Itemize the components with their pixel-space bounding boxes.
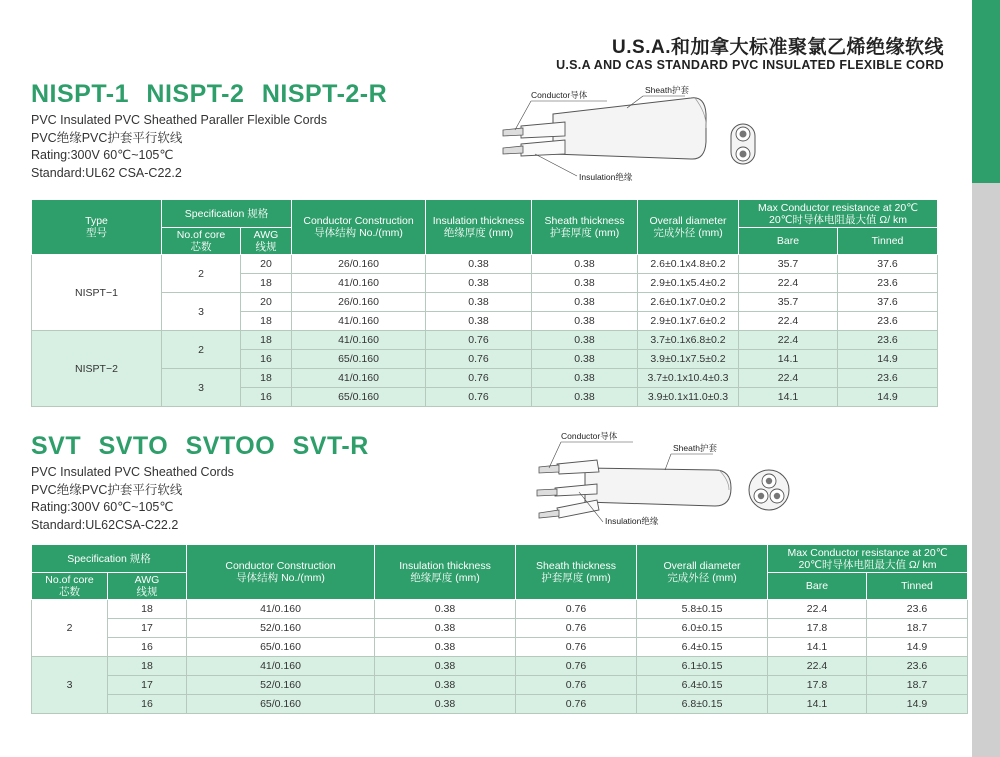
col-spec-header: Specification 规格 bbox=[32, 545, 187, 573]
col-resistance-header bbox=[768, 545, 968, 573]
section2-desc-cn: PVC绝缘PVC护套平行软线 bbox=[31, 482, 183, 497]
table-cell: 0.76 bbox=[516, 657, 637, 676]
table-cell: 23.6 bbox=[838, 369, 938, 388]
col-conductor-header bbox=[187, 545, 375, 600]
table-cell: 22.4 bbox=[739, 312, 838, 331]
col-awg-label: AWG bbox=[134, 574, 160, 586]
section2-label-sheath: Sheath护套 bbox=[673, 443, 717, 453]
table-cell: 16 bbox=[241, 350, 292, 369]
table-row bbox=[32, 657, 968, 676]
table-cell: 18.7 bbox=[867, 676, 968, 695]
col-bare-header: Bare bbox=[768, 573, 867, 600]
core-count-cell: 3 bbox=[32, 657, 108, 714]
table-cell: 23.6 bbox=[867, 657, 968, 676]
col-type-header bbox=[32, 200, 162, 255]
col-diameter-label: Overall diameter bbox=[649, 215, 727, 227]
col-resistance-label-cn: 20℃时导体电阻最大值 Ω/ km bbox=[798, 558, 937, 571]
table-cell: 35.7 bbox=[739, 293, 838, 312]
section1-desc-cn: PVC绝缘PVC护套平行软线 bbox=[31, 130, 183, 145]
col-insulation-label: Insulation thickness bbox=[399, 560, 491, 572]
table-cell: 14.9 bbox=[838, 388, 938, 407]
core-count-cell: 3 bbox=[162, 293, 241, 331]
section2-title: SVT SVTO SVTOO SVT-R bbox=[31, 432, 369, 460]
col-sheath-label: Sheath thickness bbox=[544, 215, 625, 227]
table-cell: 20 bbox=[241, 255, 292, 274]
table-cell: 35.7 bbox=[739, 255, 838, 274]
table-cell: 23.6 bbox=[838, 312, 938, 331]
table-cell: 18 bbox=[241, 312, 292, 331]
table-cell: 22.4 bbox=[739, 369, 838, 388]
table-cell: 6.1±0.15 bbox=[637, 657, 768, 676]
table-cell: 17 bbox=[108, 619, 187, 638]
table-cell: 0.38 bbox=[532, 293, 638, 312]
col-insulation-label: Insulation thickness bbox=[432, 215, 525, 227]
section1-cable-diagram bbox=[495, 84, 785, 184]
section1-standard: Standard:UL62 CSA-C22.2 bbox=[31, 165, 182, 180]
table-cell: 0.76 bbox=[426, 388, 532, 407]
section1-title: NISPT-1 NISPT-2 NISPT-2-R bbox=[31, 80, 388, 108]
table-cell: 5.8±0.15 bbox=[637, 600, 768, 619]
table-cell: 22.4 bbox=[768, 657, 867, 676]
table-cell: 23.6 bbox=[838, 274, 938, 293]
table-cell: 2.6±0.1x4.8±0.2 bbox=[638, 255, 739, 274]
table-cell: 0.38 bbox=[532, 312, 638, 331]
table-cell: 20 bbox=[241, 293, 292, 312]
table-cell: 0.76 bbox=[516, 600, 637, 619]
table-cell: 14.1 bbox=[768, 638, 867, 657]
table-cell: 18 bbox=[108, 600, 187, 619]
section1-spec-table bbox=[31, 199, 938, 407]
section2-info bbox=[31, 464, 234, 534]
type-cell: NISPT−2 bbox=[32, 331, 162, 407]
table-cell: 52/0.160 bbox=[187, 676, 375, 695]
section2-desc-en: PVC Insulated PVC Sheathed Cords bbox=[31, 465, 234, 479]
table-cell: 26/0.160 bbox=[292, 255, 426, 274]
table-cell: 16 bbox=[108, 695, 187, 714]
core-count-cell: 3 bbox=[162, 369, 241, 407]
type-cell: NISPT−1 bbox=[32, 255, 162, 331]
table-cell: 18 bbox=[241, 274, 292, 293]
section2-label-insulation: Insulation绝缘 bbox=[605, 516, 659, 526]
table-row bbox=[32, 619, 968, 638]
table-cell: 0.76 bbox=[516, 676, 637, 695]
col-resistance-label-cn: 20℃时导体电阻最大值 Ω/ km bbox=[768, 213, 908, 226]
table-cell: 0.38 bbox=[375, 619, 516, 638]
col-awg-header bbox=[241, 228, 292, 255]
table-cell: 16 bbox=[241, 388, 292, 407]
col-conductor-header bbox=[292, 200, 426, 255]
col-awg-label-cn: 线规 bbox=[255, 241, 277, 253]
section1-desc-en: PVC Insulated PVC Sheathed Paraller Flexible Cords bbox=[31, 113, 327, 127]
col-type-label: Type bbox=[85, 215, 108, 227]
table-cell: 17 bbox=[108, 676, 187, 695]
section1-info bbox=[31, 112, 327, 182]
table-cell: 14.1 bbox=[739, 388, 838, 407]
section1-label-conductor: Conductor导体 bbox=[531, 90, 588, 100]
table-row bbox=[32, 676, 968, 695]
table-cell: 18 bbox=[108, 657, 187, 676]
table-cell: 14.9 bbox=[838, 350, 938, 369]
table-cell: 0.38 bbox=[532, 255, 638, 274]
col-cores-label-cn: 芯数 bbox=[190, 241, 212, 253]
table-cell: 0.38 bbox=[532, 369, 638, 388]
table-cell: 26/0.160 bbox=[292, 293, 426, 312]
col-diameter-label-cn: 完成外径 (mm) bbox=[667, 572, 737, 584]
table-cell: 65/0.160 bbox=[292, 388, 426, 407]
col-resistance-label: Max Conductor resistance at 20℃ bbox=[787, 546, 948, 559]
col-cores-label: No.of core bbox=[45, 574, 94, 586]
table-cell: 18 bbox=[241, 331, 292, 350]
col-tinned-header: Tinned bbox=[867, 573, 968, 600]
table-cell: 16 bbox=[108, 638, 187, 657]
section2-rating: Rating:300V 60℃~105℃ bbox=[31, 500, 174, 514]
table-cell: 3.9±0.1x11.0±0.3 bbox=[638, 388, 739, 407]
col-awg-header bbox=[108, 573, 187, 600]
col-conductor-label: Conductor Construction bbox=[303, 215, 414, 227]
table-cell: 37.6 bbox=[838, 293, 938, 312]
table-cell: 52/0.160 bbox=[187, 619, 375, 638]
table-cell: 17.8 bbox=[768, 619, 867, 638]
table-cell: 3.7±0.1x6.8±0.2 bbox=[638, 331, 739, 350]
table-cell: 3.7±0.1x10.4±0.3 bbox=[638, 369, 739, 388]
col-awg-label-cn: 线规 bbox=[136, 586, 158, 598]
section2-label-conductor: Conductor导体 bbox=[561, 431, 618, 441]
col-sheath-header bbox=[532, 200, 638, 255]
table-cell: 18.7 bbox=[867, 619, 968, 638]
section1-table-body bbox=[32, 255, 938, 407]
table-cell: 0.38 bbox=[375, 600, 516, 619]
col-diameter-label: Overall diameter bbox=[663, 560, 741, 572]
table-row bbox=[32, 369, 938, 388]
header-title-cn: U.S.A.和加拿大标准聚氯乙烯绝缘软线 bbox=[612, 37, 944, 58]
col-type-label-cn: 型号 bbox=[86, 227, 107, 239]
table-cell: 0.38 bbox=[532, 388, 638, 407]
table-cell: 0.76 bbox=[426, 331, 532, 350]
table-cell: 17.8 bbox=[768, 676, 867, 695]
table-cell: 41/0.160 bbox=[187, 657, 375, 676]
header-title-en: U.S.A AND CAS STANDARD PVC INSULATED FLEXIBLE CORD bbox=[556, 58, 944, 72]
table-cell: 65/0.160 bbox=[292, 350, 426, 369]
table-cell: 0.38 bbox=[426, 255, 532, 274]
table-cell: 6.0±0.15 bbox=[637, 619, 768, 638]
table-row bbox=[32, 255, 938, 274]
table-row bbox=[32, 331, 938, 350]
table-cell: 0.38 bbox=[532, 274, 638, 293]
section1-label-sheath: Sheath护套 bbox=[645, 85, 689, 95]
table-cell: 65/0.160 bbox=[187, 638, 375, 657]
col-sheath-label: Sheath thickness bbox=[536, 560, 616, 572]
col-tinned-header: Tinned bbox=[838, 228, 938, 255]
table-cell: 0.76 bbox=[516, 695, 637, 714]
table-cell: 0.38 bbox=[375, 638, 516, 657]
table-cell: 0.38 bbox=[375, 657, 516, 676]
table-cell: 0.76 bbox=[516, 619, 637, 638]
table-cell: 0.38 bbox=[532, 350, 638, 369]
table-cell: 2.9±0.1x5.4±0.2 bbox=[638, 274, 739, 293]
col-insulation-label-cn: 绝缘厚度 (mm) bbox=[410, 572, 480, 584]
col-awg-label: AWG bbox=[253, 229, 279, 241]
table-cell: 0.76 bbox=[426, 369, 532, 388]
core-count-cell: 2 bbox=[162, 255, 241, 293]
table-row bbox=[32, 695, 968, 714]
table-cell: 3.9±0.1x7.5±0.2 bbox=[638, 350, 739, 369]
table-cell: 0.38 bbox=[426, 274, 532, 293]
table-cell: 0.76 bbox=[516, 638, 637, 657]
section2-cable-diagram bbox=[525, 430, 805, 530]
table-cell: 18 bbox=[241, 369, 292, 388]
table-cell: 14.1 bbox=[739, 350, 838, 369]
col-insulation-label-cn: 绝缘厚度 (mm) bbox=[443, 227, 514, 239]
col-cores-label-cn: 芯数 bbox=[59, 586, 80, 598]
table-cell: 37.6 bbox=[838, 255, 938, 274]
table-cell: 41/0.160 bbox=[292, 331, 426, 350]
section2-spec-table bbox=[31, 544, 968, 714]
col-conductor-label-cn: 导体结构 No./(mm) bbox=[236, 572, 325, 584]
col-conductor-label-cn: 导体结构 No./(mm) bbox=[314, 227, 403, 239]
table-cell: 0.76 bbox=[426, 350, 532, 369]
col-spec-header: Specification 规格 bbox=[162, 200, 292, 228]
col-resistance-header bbox=[739, 200, 938, 228]
table-cell: 22.4 bbox=[739, 331, 838, 350]
table-cell: 41/0.160 bbox=[187, 600, 375, 619]
table-row bbox=[32, 600, 968, 619]
col-diameter-header bbox=[638, 200, 739, 255]
core-count-cell: 2 bbox=[32, 600, 108, 657]
table-cell: 2.6±0.1x7.0±0.2 bbox=[638, 293, 739, 312]
col-resistance-label: Max Conductor resistance at 20℃ bbox=[758, 201, 919, 214]
col-sheath-label-cn: 护套厚度 (mm) bbox=[549, 227, 620, 239]
section1-label-insulation: Insulation绝缘 bbox=[579, 172, 633, 182]
table-cell: 23.6 bbox=[838, 331, 938, 350]
table-cell: 22.4 bbox=[768, 600, 867, 619]
table-cell: 14.1 bbox=[768, 695, 867, 714]
core-count-cell: 2 bbox=[162, 331, 241, 369]
table-row bbox=[32, 293, 938, 312]
table-cell: 6.8±0.15 bbox=[637, 695, 768, 714]
table-cell: 14.9 bbox=[867, 695, 968, 714]
table-cell: 0.38 bbox=[532, 331, 638, 350]
table-row bbox=[32, 638, 968, 657]
table-cell: 2.9±0.1x7.6±0.2 bbox=[638, 312, 739, 331]
table-cell: 14.9 bbox=[867, 638, 968, 657]
table-cell: 6.4±0.15 bbox=[637, 676, 768, 695]
col-insulation-header bbox=[426, 200, 532, 255]
col-insulation-header bbox=[375, 545, 516, 600]
section1-rating: Rating:300V 60℃~105℃ bbox=[31, 148, 174, 162]
col-conductor-label: Conductor Construction bbox=[225, 560, 336, 572]
col-diameter-header bbox=[637, 545, 768, 600]
col-bare-header: Bare bbox=[739, 228, 838, 255]
table-cell: 0.38 bbox=[426, 293, 532, 312]
side-bar-accent bbox=[972, 0, 1000, 183]
section2-table-body bbox=[32, 600, 968, 714]
col-cores-header bbox=[162, 228, 241, 255]
table-cell: 0.38 bbox=[426, 312, 532, 331]
col-cores-label: No.of core bbox=[176, 229, 226, 241]
col-sheath-header bbox=[516, 545, 637, 600]
section2-standard: Standard:UL62CSA-C22.2 bbox=[31, 517, 179, 532]
table-cell: 41/0.160 bbox=[292, 369, 426, 388]
table-cell: 23.6 bbox=[867, 600, 968, 619]
col-diameter-label-cn: 完成外径 (mm) bbox=[653, 227, 723, 239]
table-cell: 0.38 bbox=[375, 695, 516, 714]
col-cores-header bbox=[32, 573, 108, 600]
table-cell: 6.4±0.15 bbox=[637, 638, 768, 657]
col-sheath-label-cn: 护套厚度 (mm) bbox=[541, 572, 611, 584]
table-cell: 22.4 bbox=[739, 274, 838, 293]
table-cell: 0.38 bbox=[375, 676, 516, 695]
table-cell: 41/0.160 bbox=[292, 274, 426, 293]
table-cell: 41/0.160 bbox=[292, 312, 426, 331]
table-cell: 65/0.160 bbox=[187, 695, 375, 714]
